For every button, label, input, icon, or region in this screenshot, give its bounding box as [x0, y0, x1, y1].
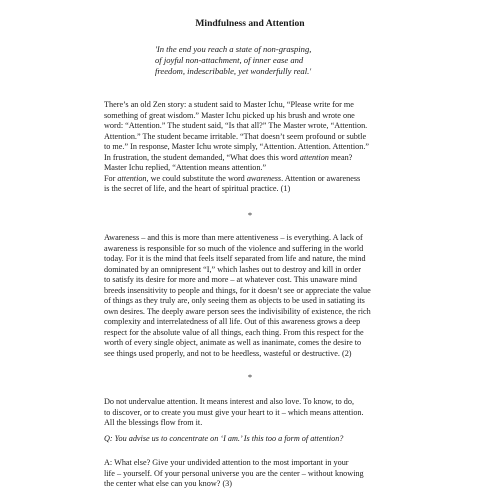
section-separator: * — [247, 210, 253, 220]
emphasis-awareness: awareness — [246, 173, 282, 183]
emphasis-attention: attention — [117, 173, 147, 183]
text-line: All the blessings flow from it. — [104, 418, 203, 427]
page-title: Mindfulness and Attention — [195, 18, 305, 29]
text-line: A: What else? Give your undivided attention to the most important in your — [104, 458, 349, 467]
text-line: the center what else can you know? (3) — [104, 479, 232, 488]
section-separator: * — [247, 372, 253, 382]
text-line: Awareness – and this is more than mere attentiveness – is everything. A lack of — [104, 233, 363, 242]
text-line: something of great wisdom.” Master Ichu picked up his brush and wrote one — [104, 110, 355, 120]
text-line: to discover, or to create you must give your heart to it – which means attention. — [104, 407, 364, 417]
epigraph-quote — [155, 44, 311, 78]
text-line: respect for the absolute value of all things, each thing. From this respect for the — [104, 327, 364, 337]
text-span: In frustration, the student demanded, “What does this word — [104, 152, 300, 162]
text-line: Q: You advise us to concentrate on ‘I am.’ Is this too a form of attention? — [104, 434, 344, 443]
paragraph-attention — [104, 397, 364, 429]
question-line — [104, 434, 343, 445]
epigraph-line: 'In the end you reach a state of non-grasping, — [155, 44, 312, 54]
text-line: Master Ichu replied, “Attention means attention.” — [104, 163, 267, 172]
text-span: . Attention or awareness — [281, 173, 361, 183]
epigraph-line: of joyful non-attachment, of inner ease and — [155, 55, 304, 66]
text-line: breeds insensitivity to people and things, for it doesn’t see or appreciate the value — [104, 285, 371, 295]
text-line: today. For it is the mind that feels itself separated from life and nature, the mind — [104, 254, 366, 263]
text-span: For — [104, 173, 118, 183]
text-line: see things used properly, and not to be heedless, wasteful or destructive. (2) — [104, 348, 352, 358]
text-line: awareness is responsible for so much of the violence and suffering in the world — [104, 243, 364, 253]
text-line: Attention.” The student became irritable. “That doesn’t seem profound or subtle — [104, 131, 367, 141]
text-line: dominated by an omnipresent “I,” which lashes out to destroy and kill in order — [104, 264, 361, 274]
text-line: life – yourself. Of your personal universe you are the center – without knowing — [104, 468, 364, 478]
text-line: word: “Attention.” The student said, “Is that all?” The Master wrote, “Attention. — [104, 121, 368, 130]
epigraph-line: freedom, indescribable, yet wonderfully real.' — [155, 66, 312, 77]
answer-paragraph — [104, 458, 364, 490]
text-line: own desires. The deeply aware person sees the indivisibility of existence, the rich — [104, 306, 371, 316]
text-line: worth of every single object, animate as well as inanimate, comes the desire to — [104, 338, 362, 347]
text-line: There’s an old Zen story: a student said to Master Ichu, “Please write for me — [104, 100, 354, 109]
text-span: mean? — [328, 152, 353, 162]
text-line: is the secret of life, and the heart of spiritual practice. (1) — [104, 184, 291, 193]
text-line — [104, 153, 369, 164]
paragraph-zen-story — [104, 100, 369, 195]
text-line: to me.” In response, Master Ichu wrote simply, “Attention. Attention. Attention.” — [104, 142, 370, 151]
text-line: to satisfy its desire for more and more – at whatever cost. This unaware mind — [104, 275, 357, 284]
emphasis-attention: attention — [299, 152, 329, 162]
text-line: complexity and interrelatedness of all life. Out of this awareness grows a deep — [104, 317, 361, 326]
text-line: of things as they truly are, only seeing them as objects to be used in satiating its — [104, 296, 365, 305]
text-line: Do not undervalue attention. It means interest and also love. To know, to do, — [104, 397, 355, 406]
paragraph-awareness — [104, 233, 371, 359]
text-span: , we could substitute the word — [146, 173, 247, 183]
text-line — [104, 174, 369, 185]
